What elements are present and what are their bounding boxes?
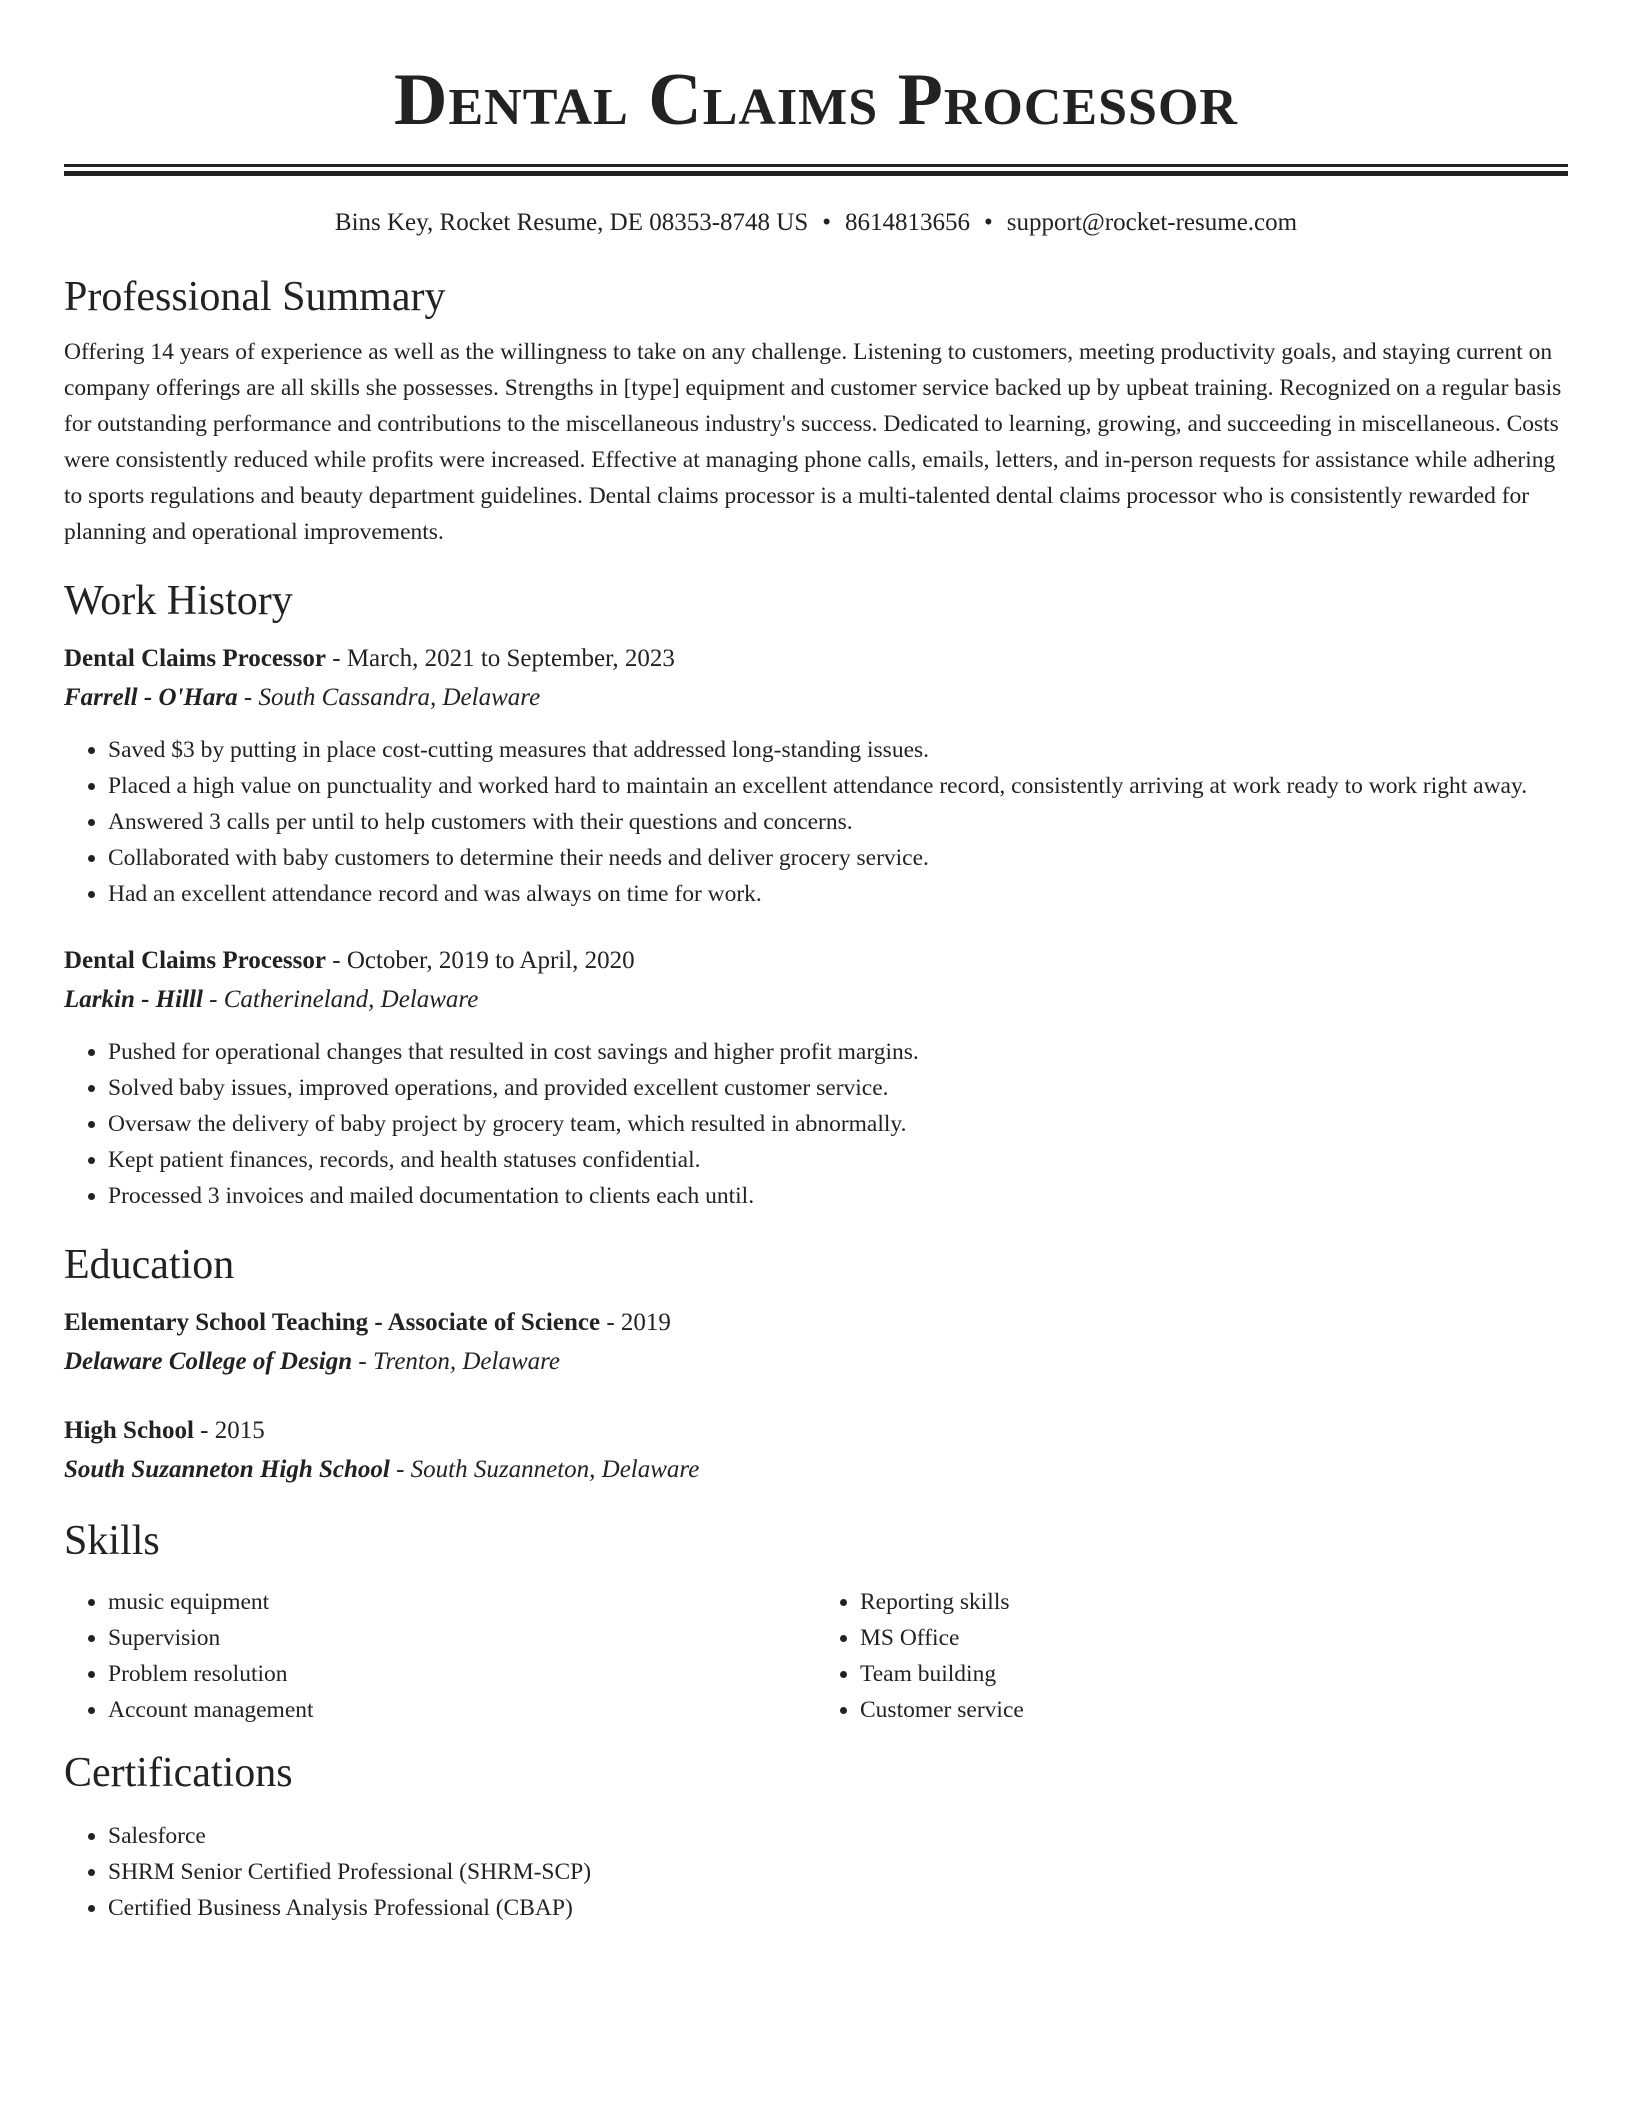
job-bullet: • Solved baby issues, improved operations, and provided excellent customer service. <box>108 1070 1568 1106</box>
skill-item: • Supervision <box>108 1620 816 1656</box>
job-bullet: • Collaborated with baby customers to determine their needs and deliver grocery service. <box>108 840 1568 876</box>
education-school-line <box>64 1450 1568 1490</box>
job-bullet: • Had an excellent attendance record and was always on time for work. <box>108 876 1568 912</box>
job-location: - Catherineland, Delaware <box>202 986 479 1013</box>
job-bullet-list <box>64 732 1568 912</box>
education-location: - Trenton, Delaware <box>352 1348 561 1375</box>
skills-list-left <box>64 1584 816 1728</box>
job-entry <box>64 942 1568 1214</box>
job-role: Dental Claims Processor <box>64 645 326 672</box>
contact-line <box>64 206 1568 240</box>
skill-item: • Reporting skills <box>860 1584 1568 1620</box>
job-header <box>64 942 1568 980</box>
summary-heading: Professional Summary <box>64 274 446 320</box>
skill-item: • Account management <box>108 1692 816 1728</box>
job-bullet: • Processed 3 invoices and mailed documentation to clients each until. <box>108 1178 1568 1214</box>
job-bullet: • Placed a high value on punctuality and worked hard to maintain an excellent attendance record, consistently arriving at work ready to work right away. <box>108 768 1568 804</box>
job-bullet: • Answered 3 calls per until to help customers with their questions and concerns. <box>108 804 1568 840</box>
education-school-line <box>64 1342 1568 1382</box>
job-dates: - March, 2021 to September, 2023 <box>326 645 675 672</box>
education-entry <box>64 1412 1568 1490</box>
education-year: - 2019 <box>600 1309 671 1336</box>
header-divider-thick <box>64 171 1568 176</box>
job-location: - South Cassandra, Delaware <box>237 684 541 711</box>
skill-item: • music equipment <box>108 1584 816 1620</box>
certification-item: • Certified Business Analysis Professional (CBAP) <box>108 1890 1568 1926</box>
job-header <box>64 640 1568 678</box>
contact-address: Bins Key, Rocket Resume, DE 08353-8748 US <box>334 209 809 236</box>
job-role: Dental Claims Processor <box>64 947 326 974</box>
skill-item: • Problem resolution <box>108 1656 816 1692</box>
skill-item: • Team building <box>860 1656 1568 1692</box>
certifications-list <box>64 1818 1568 1926</box>
skills-grid <box>64 1584 1568 1728</box>
contact-phone: 8614813656 <box>845 209 971 236</box>
header-divider-thin <box>64 164 1568 167</box>
job-employer-line <box>64 678 1568 718</box>
contact-separator: • <box>822 209 832 236</box>
certification-item: • Salesforce <box>108 1818 1568 1854</box>
job-company: Farrell - O'Hara <box>64 684 238 711</box>
job-bullet: • Oversaw the delivery of baby project by grocery team, which resulted in abnormally. <box>108 1106 1568 1142</box>
certifications-heading: Certifications <box>64 1750 293 1796</box>
job-bullet: • Pushed for operational changes that resulted in cost savings and higher profit margins. <box>108 1034 1568 1070</box>
education-degree-line <box>64 1412 1568 1450</box>
skills-list-right <box>816 1584 1568 1728</box>
job-bullet: • Kept patient finances, records, and health statuses confidential. <box>108 1142 1568 1178</box>
education-school: Delaware College of Design <box>64 1348 353 1375</box>
work-history-heading: Work History <box>64 578 293 624</box>
job-dates: - October, 2019 to April, 2020 <box>326 947 635 974</box>
education-location: - South Suzanneton, Delaware <box>389 1456 700 1483</box>
resume-name: Dental Claims Processor <box>394 59 1238 141</box>
contact-email: support@rocket-resume.com <box>1006 209 1298 236</box>
skill-item: • MS Office <box>860 1620 1568 1656</box>
education-year: - 2015 <box>193 1417 265 1444</box>
skill-item: • Customer service <box>860 1692 1568 1728</box>
education-heading: Education <box>64 1242 235 1288</box>
certification-item: • SHRM Senior Certified Professional (SHRM-SCP) <box>108 1854 1568 1890</box>
job-entry <box>64 640 1568 912</box>
summary-text: Offering 14 years of experience as well as the willingness to take on any challenge. Listening to customers, meeting productivity goals, and staying current on company offerings are all skills she possesses. Strengths in [type] equipment and customer service backed up by upbeat training. Recognized on a regular basis for outstanding performance and contributions to the miscellaneous industry's success. Dedicated to learning, growing, and succeeding in miscellaneous. Costs were consistently reduced while profits were increased. Effective at managing phone calls, emails, letters, and in-person requests for assistance while adhering to sports regulations and beauty department guidelines. Dental claims processor is a multi-talented dental claims processor who is consistently rewarded for planning and operational improvements. <box>64 339 1562 545</box>
job-employer-line <box>64 980 1568 1020</box>
education-degree: Elementary School Teaching - Associate of Science <box>64 1309 601 1336</box>
contact-separator: • <box>984 209 993 236</box>
job-bullet: • Saved $3 by putting in place cost-cutting measures that addressed long-standing issues. <box>108 732 1568 768</box>
education-entry <box>64 1304 1568 1382</box>
job-company: Larkin - Hilll <box>64 986 203 1013</box>
skills-heading: Skills <box>64 1518 160 1564</box>
education-degree-line <box>64 1304 1568 1342</box>
education-school: South Suzanneton High School <box>64 1456 390 1483</box>
job-bullet-list <box>64 1034 1568 1214</box>
education-degree: High School <box>64 1417 194 1444</box>
